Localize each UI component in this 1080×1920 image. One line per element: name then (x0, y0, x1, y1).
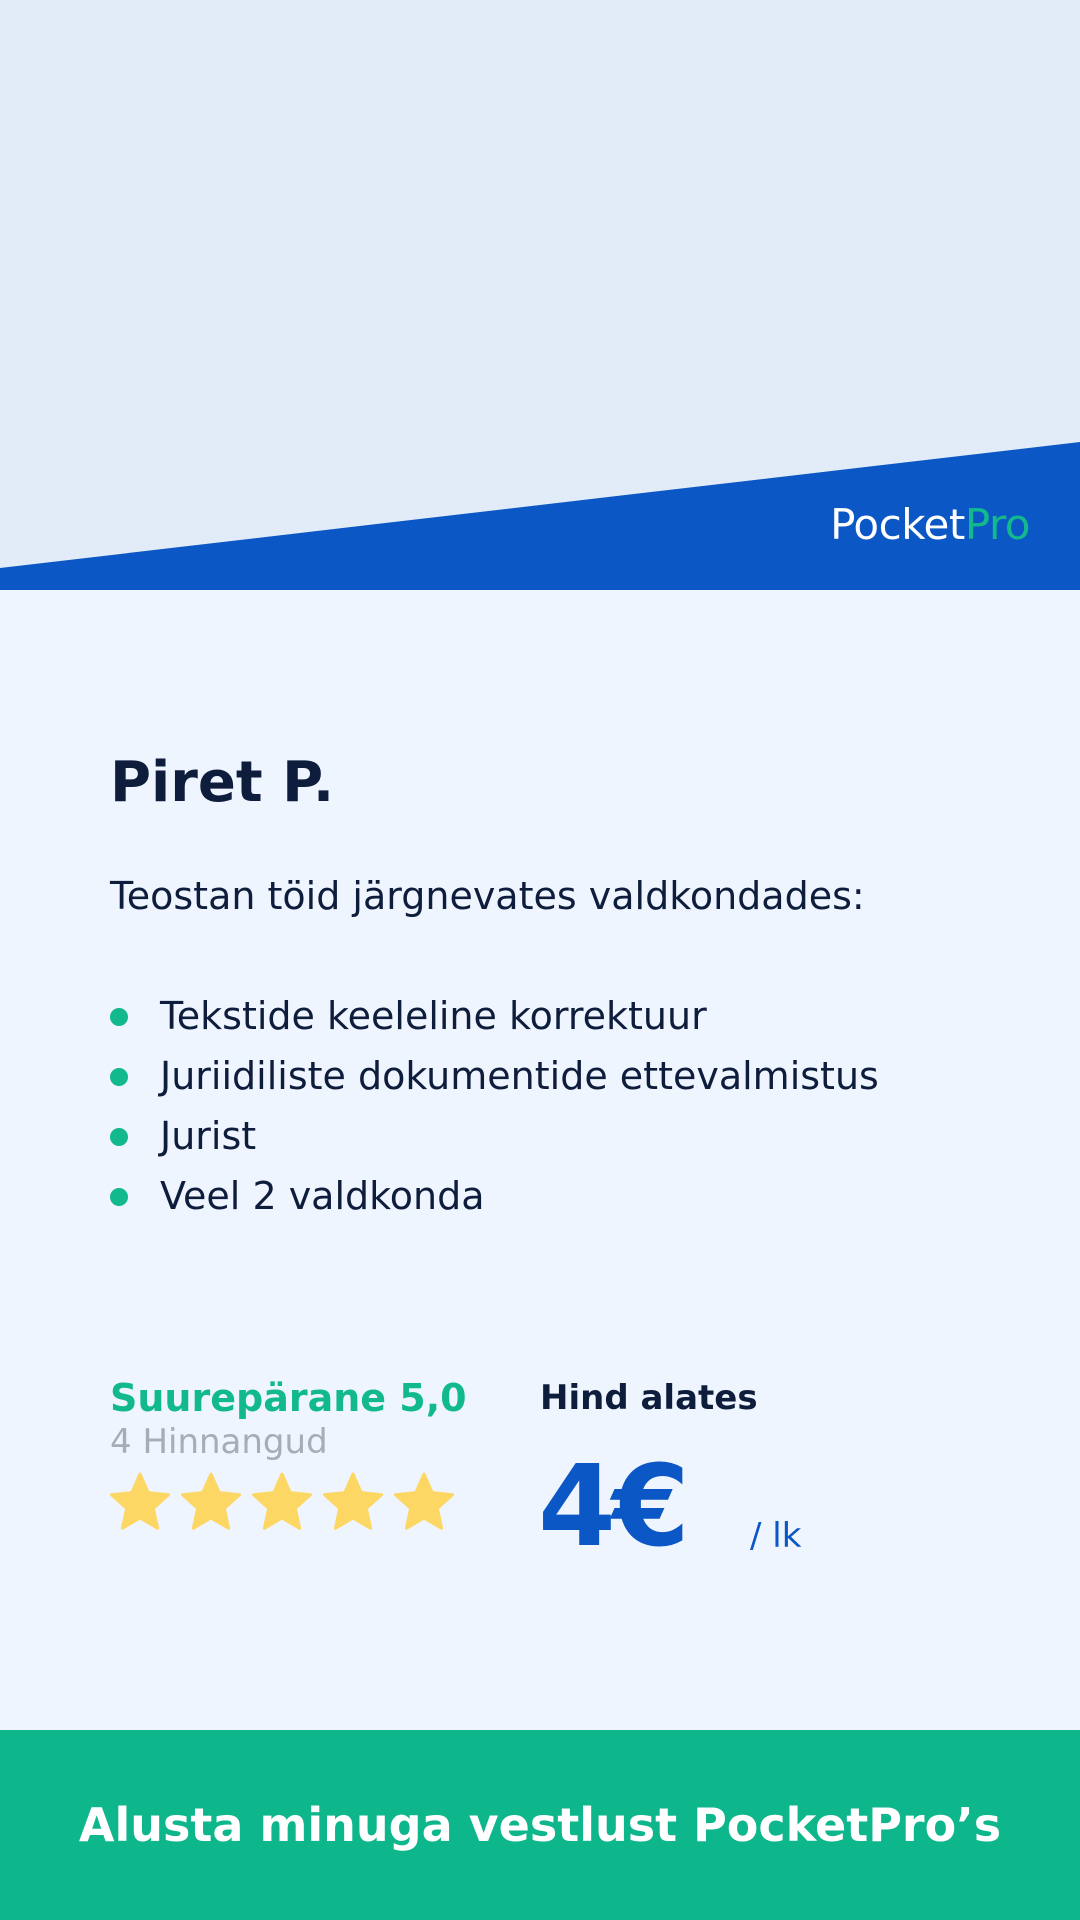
service-label: Jurist (160, 1114, 257, 1158)
hero-banner (0, 0, 1080, 590)
brand-logo-part1: Pocket (830, 500, 965, 549)
services-list (110, 990, 879, 1230)
brand-logo-part2: Pro (964, 500, 1030, 549)
brand-logo (830, 500, 1030, 550)
service-label: Tekstide keeleline korrektuur (160, 994, 707, 1038)
green-dot-icon (110, 1068, 128, 1086)
rating-count: 4 Hinnangud (110, 1422, 328, 1462)
service-label: Juriidiliste dokumentide ettevalmistus (160, 1054, 879, 1098)
list-item (110, 1110, 879, 1170)
price-label: Hind alates (540, 1378, 758, 1418)
star-rating (108, 1470, 463, 1534)
list-item (110, 1170, 879, 1230)
green-dot-icon (110, 1128, 128, 1146)
profile-name: Piret P. (110, 750, 335, 815)
service-label: Veel 2 valdkonda (160, 1174, 485, 1218)
list-item (110, 990, 879, 1050)
list-item (110, 1050, 879, 1110)
price-value: 4€ (538, 1442, 686, 1572)
star-icon (108, 1470, 172, 1534)
services-intro: Teostan töid järgnevates valdkondades: (110, 874, 865, 918)
price-unit: / lk (750, 1516, 802, 1556)
start-chat-button[interactable]: Alusta minuga vestlust PocketPro’s (0, 1730, 1080, 1920)
star-icon (179, 1470, 243, 1534)
star-icon (250, 1470, 314, 1534)
star-icon (321, 1470, 385, 1534)
green-dot-icon (110, 1188, 128, 1206)
star-icon (392, 1470, 456, 1534)
green-dot-icon (110, 1008, 128, 1026)
rating-title: Suurepärane 5,0 (110, 1376, 467, 1420)
